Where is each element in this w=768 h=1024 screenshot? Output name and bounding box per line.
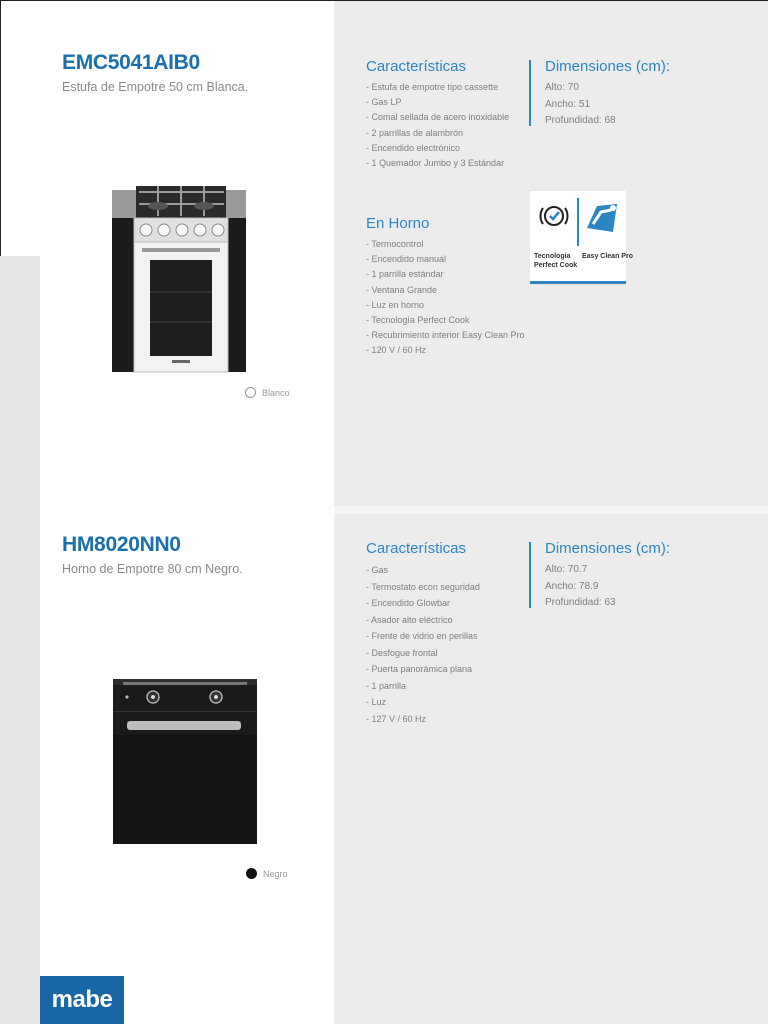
badge-right-label: Easy Clean Pro (582, 253, 633, 260)
left-margin-strip (0, 256, 40, 1024)
badge-left-label-line-2: Perfect Cook (534, 262, 578, 269)
perfect-cook-icon (538, 200, 570, 232)
list-item: - Gas LP (366, 95, 509, 110)
dimension-alto: Alto: 70 (545, 82, 579, 93)
mabe-logo: mabe (40, 976, 124, 1024)
product-1-color-label: Blanco (262, 388, 290, 398)
product-2-model: HM8020NN0 (62, 533, 181, 556)
product-1-image (106, 182, 252, 377)
product-image-column (40, 0, 334, 1024)
list-item: - Encendido manual (366, 252, 525, 267)
product-1-features-list (366, 80, 509, 171)
list-item: - Frente de vidrio en perillas (366, 628, 480, 645)
badge-underline (530, 281, 626, 284)
color-swatch-blanco (245, 387, 256, 398)
dimensions-divider (529, 60, 531, 126)
product-1-features-title: Características (366, 58, 467, 75)
color-swatch-negro (246, 868, 257, 879)
dimension-alto: Alto: 70.7 (545, 564, 588, 575)
product-1-oven-list (366, 237, 525, 359)
dimension-ancho: Ancho: 78.9 (545, 580, 599, 592)
dimension-profundidad: Profundidad: 68 (545, 115, 616, 126)
list-item: - Luz (366, 694, 480, 711)
list-item: - Encendido electrónico (366, 141, 509, 156)
list-item: - Gas (366, 562, 480, 579)
product-2-dimensions-title: Dimensiones (cm): (545, 540, 671, 557)
list-item: - Ventana Grande (366, 283, 525, 298)
list-item: - Asador alto eléctrico (366, 612, 480, 629)
list-item: - 1 Quemador Jumbo y 3 Estándar (366, 156, 509, 171)
product-1-model: EMC5041AIB0 (62, 51, 200, 74)
left-border (0, 0, 1, 256)
list-item: - 120 V / 60 Hz (366, 343, 525, 358)
dimensions-divider (529, 542, 531, 608)
product-2-description: Horno de Empotre 80 cm Negro. (62, 562, 243, 576)
product-1-dimensions-title: Dimensiones (cm): (545, 58, 671, 75)
badge-divider (577, 198, 579, 246)
list-item: - Luz en horno (366, 298, 525, 313)
product-2-features-title: Características (366, 540, 467, 557)
list-item: - 127 V / 60 Hz (366, 711, 480, 728)
top-border (0, 0, 768, 1)
list-item: - 1 parrilla (366, 678, 480, 695)
product-1-description: Estufa de Empotre 50 cm Blanca. (62, 80, 249, 94)
dimension-profundidad: Profundidad: 63 (545, 597, 616, 608)
product-2-color-label: Negro (263, 869, 288, 879)
product-1-dimensions (545, 80, 616, 130)
product-2-image (113, 679, 257, 844)
product-1-oven-title: En Horno (366, 215, 430, 232)
product-2-features-list (366, 562, 480, 727)
product-2-dimensions (545, 562, 616, 612)
list-item: - Recubrimiento interior Easy Clean Pro (366, 328, 525, 343)
easy-clean-icon (583, 198, 621, 238)
list-item: - Tecnología Perfect Cook (366, 313, 525, 328)
badge-left-label-line-1: Tecnología (534, 253, 571, 260)
list-item: - Encendido Glowbar (366, 595, 480, 612)
list-item: - 2 parrillas de alambrón (366, 126, 509, 141)
list-item: - Puerta panorámica plana (366, 661, 480, 678)
list-item: - Comal sellada de acero inoxidable (366, 110, 509, 125)
list-item: - Termocontrol (366, 237, 525, 252)
dimension-ancho: Ancho: 51 (545, 98, 591, 110)
list-item: - Termostato econ seguridad (366, 579, 480, 596)
list-item: - 1 parrilla estándar (366, 267, 525, 282)
badge-left-label (534, 252, 578, 270)
list-item: - Desfogue frontal (366, 645, 480, 662)
panel-separator (334, 506, 768, 514)
list-item: - Estufa de empotre tipo cassette (366, 80, 509, 95)
